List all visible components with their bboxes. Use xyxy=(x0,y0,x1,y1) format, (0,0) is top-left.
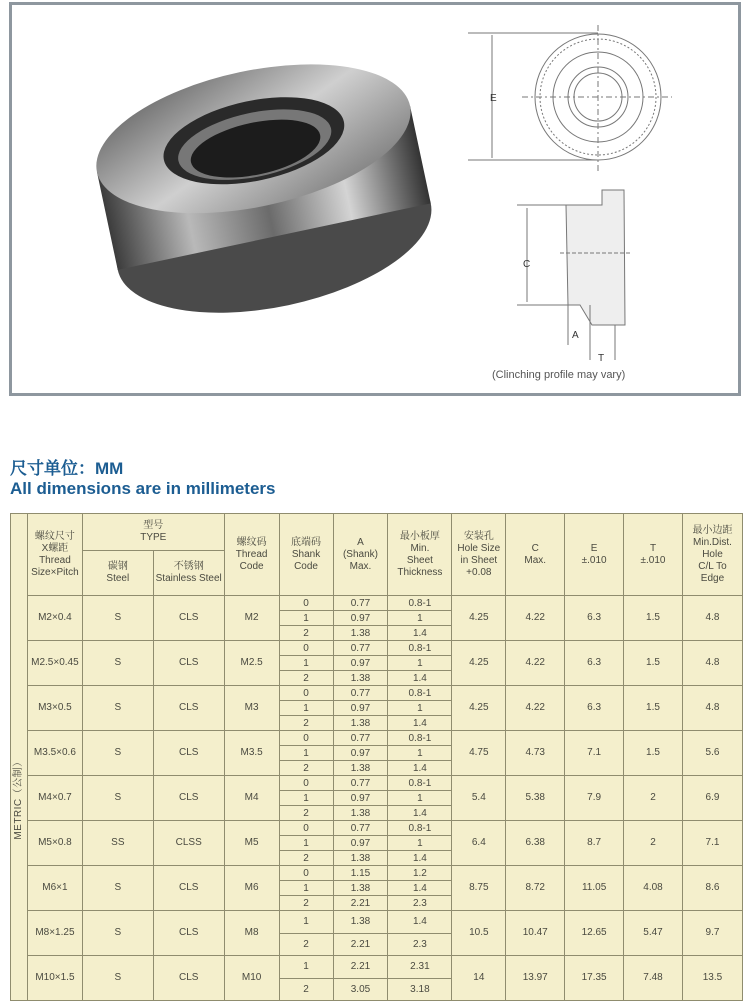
diagram-caption: (Clinching profile may vary) xyxy=(492,369,626,381)
a-max-cell: 0.77 xyxy=(333,641,388,656)
svg-text:C: C xyxy=(523,259,531,270)
min-dist-cell: 5.6 xyxy=(682,731,742,776)
e-cell: 6.3 xyxy=(565,596,624,641)
steel-type-cell: S xyxy=(82,866,153,911)
thread-size-cell: M3×0.5 xyxy=(27,686,82,731)
steel-type-cell: S xyxy=(82,731,153,776)
shank-code-cell: 0 xyxy=(279,596,333,611)
stainless-type-cell: CLS xyxy=(153,776,224,821)
units-heading-en: All dimensions are in millimeters xyxy=(10,479,276,498)
shank-code-cell: 2 xyxy=(279,978,333,1001)
shank-code-cell: 2 xyxy=(279,896,333,911)
a-max-cell: 1.38 xyxy=(333,626,388,641)
min-sheet-cell: 1.4 xyxy=(388,806,452,821)
min-sheet-cell: 1 xyxy=(388,656,452,671)
spec-table xyxy=(10,513,743,1001)
shank-code-cell: 0 xyxy=(279,686,333,701)
c-max-cell: 10.47 xyxy=(506,911,565,956)
thread-code-cell: M3.5 xyxy=(224,731,279,776)
e-cell: 11.05 xyxy=(565,866,624,911)
a-max-cell: 1.38 xyxy=(333,881,388,896)
min-sheet-cell: 1.4 xyxy=(388,671,452,686)
thread-size-cell: M8×1.25 xyxy=(27,911,82,956)
units-heading-cn: 尺寸单位：MM xyxy=(10,459,124,478)
stainless-type-cell: CLS xyxy=(153,686,224,731)
hole-size-cell: 4.75 xyxy=(452,731,506,776)
header-e: E ±.010 xyxy=(565,514,624,596)
min-sheet-cell: 1.4 xyxy=(388,851,452,866)
stainless-type-cell: CLSS xyxy=(153,821,224,866)
product-image-panel xyxy=(9,2,741,396)
a-max-cell: 3.05 xyxy=(333,978,388,1001)
a-max-cell: 1.38 xyxy=(333,851,388,866)
shank-code-cell: 1 xyxy=(279,836,333,851)
clinch-nut-photo xyxy=(12,5,738,393)
thread-size-cell: M4×0.7 xyxy=(27,776,82,821)
min-sheet-cell: 1.4 xyxy=(388,911,452,934)
min-sheet-cell: 1 xyxy=(388,836,452,851)
header-row xyxy=(11,514,743,551)
shank-code-cell: 1 xyxy=(279,701,333,716)
a-max-cell: 1.38 xyxy=(333,716,388,731)
a-max-cell: 0.77 xyxy=(333,596,388,611)
thread-code-cell: M2 xyxy=(224,596,279,641)
shank-code-cell: 2 xyxy=(279,806,333,821)
e-cell: 7.9 xyxy=(565,776,624,821)
e-cell: 8.7 xyxy=(565,821,624,866)
min-dist-cell: 9.7 xyxy=(682,911,742,956)
min-sheet-cell: 1.4 xyxy=(388,881,452,896)
min-sheet-cell: 0.8-1 xyxy=(388,641,452,656)
steel-type-cell: S xyxy=(82,911,153,956)
header-steel: 碳钢 Steel xyxy=(82,551,153,596)
min-sheet-cell: 1 xyxy=(388,611,452,626)
thread-code-cell: M8 xyxy=(224,911,279,956)
a-max-cell: 1.38 xyxy=(333,911,388,934)
header-hole-size: 安装孔 Hole Size in Sheet +0.08 xyxy=(452,514,506,596)
min-sheet-cell: 1.2 xyxy=(388,866,452,881)
shank-code-cell: 0 xyxy=(279,641,333,656)
t-cell: 1.5 xyxy=(624,731,683,776)
c-max-cell: 6.38 xyxy=(506,821,565,866)
hole-size-cell: 14 xyxy=(452,956,506,1001)
thread-size-cell: M6×1 xyxy=(27,866,82,911)
min-dist-cell: 4.8 xyxy=(682,686,742,731)
hole-size-cell: 4.25 xyxy=(452,641,506,686)
steel-type-cell: S xyxy=(82,776,153,821)
min-sheet-cell: 1.4 xyxy=(388,626,452,641)
table-row xyxy=(11,686,743,701)
a-max-cell: 1.38 xyxy=(333,761,388,776)
shank-code-cell: 1 xyxy=(279,791,333,806)
hole-size-cell: 10.5 xyxy=(452,911,506,956)
table-row xyxy=(11,641,743,656)
min-dist-cell: 4.8 xyxy=(682,641,742,686)
c-max-cell: 4.22 xyxy=(506,686,565,731)
thread-code-cell: M3 xyxy=(224,686,279,731)
shank-code-cell: 0 xyxy=(279,731,333,746)
hole-size-cell: 5.4 xyxy=(452,776,506,821)
table-row xyxy=(11,956,743,979)
c-max-cell: 4.22 xyxy=(506,596,565,641)
min-sheet-cell: 2.31 xyxy=(388,956,452,979)
c-max-cell: 13.97 xyxy=(506,956,565,1001)
min-dist-cell: 7.1 xyxy=(682,821,742,866)
a-max-cell: 0.97 xyxy=(333,701,388,716)
shank-code-cell: 1 xyxy=(279,911,333,934)
table-row xyxy=(11,731,743,746)
e-cell: 6.3 xyxy=(565,641,624,686)
shank-code-cell: 1 xyxy=(279,956,333,979)
thread-code-cell: M2.5 xyxy=(224,641,279,686)
a-max-cell: 0.97 xyxy=(333,791,388,806)
e-cell: 6.3 xyxy=(565,686,624,731)
header-type: 型号 TYPE xyxy=(82,514,224,551)
min-sheet-cell: 3.18 xyxy=(388,978,452,1001)
t-cell: 7.48 xyxy=(624,956,683,1001)
e-cell: 7.1 xyxy=(565,731,624,776)
thread-size-cell: M2.5×0.45 xyxy=(27,641,82,686)
shank-code-cell: 0 xyxy=(279,866,333,881)
min-dist-cell: 8.6 xyxy=(682,866,742,911)
t-cell: 1.5 xyxy=(624,686,683,731)
hole-size-cell: 4.25 xyxy=(452,686,506,731)
min-sheet-cell: 2.3 xyxy=(388,896,452,911)
header-t: T ±.010 xyxy=(624,514,683,596)
min-sheet-cell: 0.8-1 xyxy=(388,821,452,836)
shank-code-cell: 2 xyxy=(279,933,333,956)
a-max-cell: 2.21 xyxy=(333,956,388,979)
min-sheet-cell: 1 xyxy=(388,791,452,806)
a-max-cell: 1.38 xyxy=(333,671,388,686)
t-cell: 5.47 xyxy=(624,911,683,956)
header-shank-code: 底端码 Shank Code xyxy=(279,514,333,596)
shank-code-cell: 2 xyxy=(279,716,333,731)
a-max-cell: 1.15 xyxy=(333,866,388,881)
e-cell: 17.35 xyxy=(565,956,624,1001)
thread-code-cell: M5 xyxy=(224,821,279,866)
header-thread-code: 螺纹码 Thread Code xyxy=(224,514,279,596)
shank-code-cell: 0 xyxy=(279,776,333,791)
steel-type-cell: SS xyxy=(82,821,153,866)
table-row xyxy=(11,776,743,791)
shank-code-cell: 1 xyxy=(279,656,333,671)
min-sheet-cell: 0.8-1 xyxy=(388,686,452,701)
metric-label-cell xyxy=(11,596,28,1001)
c-max-cell: 4.22 xyxy=(506,641,565,686)
min-sheet-cell: 2.3 xyxy=(388,933,452,956)
min-sheet-cell: 1 xyxy=(388,701,452,716)
table-row xyxy=(11,866,743,881)
metric-label: METRIC（公制） xyxy=(12,756,24,840)
header-min-dist: 最小边距 Min.Dist. Hole C/L To Edge xyxy=(682,514,742,596)
min-dist-cell: 4.8 xyxy=(682,596,742,641)
a-max-cell: 0.97 xyxy=(333,836,388,851)
t-cell: 2 xyxy=(624,776,683,821)
shank-code-cell: 2 xyxy=(279,671,333,686)
thread-size-cell: M5×0.8 xyxy=(27,821,82,866)
stainless-type-cell: CLS xyxy=(153,596,224,641)
table-row xyxy=(11,596,743,611)
svg-text:E: E xyxy=(490,93,497,104)
a-max-cell: 0.77 xyxy=(333,821,388,836)
steel-type-cell: S xyxy=(82,596,153,641)
c-max-cell: 8.72 xyxy=(506,866,565,911)
shank-code-cell: 2 xyxy=(279,761,333,776)
t-cell: 2 xyxy=(624,821,683,866)
a-max-cell: 0.97 xyxy=(333,611,388,626)
svg-text:A: A xyxy=(572,330,579,341)
table-row xyxy=(11,911,743,934)
stainless-type-cell: CLS xyxy=(153,911,224,956)
shank-code-cell: 0 xyxy=(279,821,333,836)
a-max-cell: 0.97 xyxy=(333,746,388,761)
hole-size-cell: 8.75 xyxy=(452,866,506,911)
min-dist-cell: 6.9 xyxy=(682,776,742,821)
c-max-cell: 5.38 xyxy=(506,776,565,821)
shank-code-cell: 1 xyxy=(279,881,333,896)
steel-type-cell: S xyxy=(82,956,153,1001)
header-stainless: 不锈钢 Stainless Steel xyxy=(153,551,224,596)
thread-code-cell: M4 xyxy=(224,776,279,821)
hole-size-cell: 6.4 xyxy=(452,821,506,866)
svg-text:T: T xyxy=(598,353,605,364)
min-sheet-cell: 0.8-1 xyxy=(388,731,452,746)
metric-header-blank xyxy=(11,514,28,596)
shank-code-cell: 2 xyxy=(279,626,333,641)
shank-code-cell: 1 xyxy=(279,746,333,761)
thread-code-cell: M6 xyxy=(224,866,279,911)
header-thread-size: 螺纹尺寸 X螺距 Thread Size×Pitch xyxy=(27,514,82,596)
a-max-cell: 0.77 xyxy=(333,686,388,701)
header-min-sheet: 最小板厚 Min. Sheet Thickness xyxy=(388,514,452,596)
stainless-type-cell: CLS xyxy=(153,641,224,686)
stainless-type-cell: CLS xyxy=(153,956,224,1001)
e-cell: 12.65 xyxy=(565,911,624,956)
min-sheet-cell: 1 xyxy=(388,746,452,761)
hole-size-cell: 4.25 xyxy=(452,596,506,641)
table-row xyxy=(11,821,743,836)
steel-type-cell: S xyxy=(82,686,153,731)
min-dist-cell: 13.5 xyxy=(682,956,742,1001)
min-sheet-cell: 0.8-1 xyxy=(388,776,452,791)
a-max-cell: 1.38 xyxy=(333,806,388,821)
min-sheet-cell: 0.8-1 xyxy=(388,596,452,611)
a-max-cell: 0.97 xyxy=(333,656,388,671)
header-c: C Max. xyxy=(506,514,565,596)
steel-type-cell: S xyxy=(82,641,153,686)
shank-code-cell: 1 xyxy=(279,611,333,626)
header-a: A (Shank) Max. xyxy=(333,514,388,596)
shank-code-cell: 2 xyxy=(279,851,333,866)
stainless-type-cell: CLS xyxy=(153,866,224,911)
min-sheet-cell: 1.4 xyxy=(388,761,452,776)
min-sheet-cell: 1.4 xyxy=(388,716,452,731)
thread-code-cell: M10 xyxy=(224,956,279,1001)
thread-size-cell: M10×1.5 xyxy=(27,956,82,1001)
t-cell: 4.08 xyxy=(624,866,683,911)
c-max-cell: 4.73 xyxy=(506,731,565,776)
thread-size-cell: M2×0.4 xyxy=(27,596,82,641)
stainless-type-cell: CLS xyxy=(153,731,224,776)
thread-size-cell: M3.5×0.6 xyxy=(27,731,82,776)
a-max-cell: 0.77 xyxy=(333,731,388,746)
t-cell: 1.5 xyxy=(624,641,683,686)
a-max-cell: 2.21 xyxy=(333,896,388,911)
a-max-cell: 0.77 xyxy=(333,776,388,791)
t-cell: 1.5 xyxy=(624,596,683,641)
a-max-cell: 2.21 xyxy=(333,933,388,956)
